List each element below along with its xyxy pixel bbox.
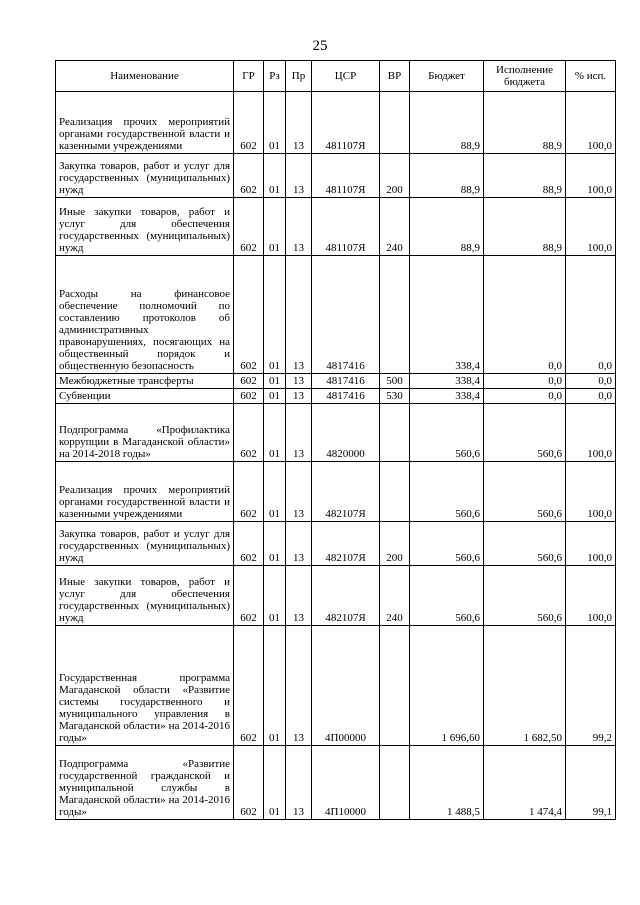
cell-vr (380, 404, 410, 462)
cell-rz: 01 (264, 522, 286, 566)
cell-budget: 88,9 (410, 154, 484, 198)
cell-csr: 4817416 (312, 256, 380, 374)
cell-name: Иные закупки товаров, работ и услуг для обеспечения государственных (муниципальных) нужд (56, 198, 234, 256)
cell-budget: 560,6 (410, 404, 484, 462)
table-row (56, 462, 616, 522)
cell-csr: 481107Я (312, 92, 380, 154)
cell-percent: 100,0 (566, 404, 616, 462)
cell-rz: 01 (264, 92, 286, 154)
cell-budget: 1 488,5 (410, 746, 484, 820)
header-budget: Бюджет (410, 61, 484, 92)
cell-percent: 100,0 (566, 154, 616, 198)
cell-pr: 13 (286, 462, 312, 522)
cell-name: Расходы на финансовое обеспечение полномочий по составлению протоколов об административных правонарушениях, посягающих на общественный порядок и общественную безопасность (56, 256, 234, 374)
cell-name: Закупка товаров, работ и услуг для государственных (муниципальных) нужд (56, 522, 234, 566)
cell-percent: 100,0 (566, 92, 616, 154)
cell-percent: 100,0 (566, 522, 616, 566)
cell-execution: 1 474,4 (484, 746, 566, 820)
cell-vr (380, 626, 410, 746)
page-number: 25 (312, 38, 328, 54)
cell-pr: 13 (286, 92, 312, 154)
cell-gr: 602 (234, 746, 264, 820)
cell-pr: 13 (286, 522, 312, 566)
cell-name: Подпрограмма «Развитие государственной гражданской и муниципальной службы в Магаданской области» на 2014-2016 годы» (56, 746, 234, 820)
cell-vr: 530 (380, 389, 410, 404)
cell-pr: 13 (286, 566, 312, 626)
cell-name: Подпрограмма «Профилактика коррупции в Магаданской области» на 2014-2018 годы» (56, 404, 234, 462)
cell-execution: 88,9 (484, 198, 566, 256)
table-row (56, 746, 616, 820)
cell-pr: 13 (286, 389, 312, 404)
cell-name: Межбюджетные трансферты (56, 374, 234, 389)
cell-percent: 0,0 (566, 389, 616, 404)
cell-gr: 602 (234, 256, 264, 374)
cell-vr (380, 256, 410, 374)
header-name: Наименование (56, 61, 234, 92)
cell-budget: 338,4 (410, 389, 484, 404)
header-percent: % исп. (566, 61, 616, 92)
cell-percent: 0,0 (566, 374, 616, 389)
cell-execution: 560,6 (484, 566, 566, 626)
table-row (56, 374, 616, 389)
cell-name: Реализация прочих мероприятий органами государственной власти и казенными учреждениями (56, 92, 234, 154)
cell-csr: 482107Я (312, 522, 380, 566)
cell-rz: 01 (264, 154, 286, 198)
header-csr: ЦСР (312, 61, 380, 92)
table-row (56, 154, 616, 198)
cell-rz: 01 (264, 256, 286, 374)
cell-name: Государственная программа Магаданской области «Развитие системы государственного и муниципального управления в Магаданской области» на 2014-2016 годы» (56, 626, 234, 746)
cell-vr (380, 746, 410, 820)
cell-name: Закупка товаров, работ и услуг для государственных (муниципальных) нужд (56, 154, 234, 198)
cell-vr: 200 (380, 522, 410, 566)
table-row (56, 256, 616, 374)
cell-gr: 602 (234, 154, 264, 198)
header-row (56, 61, 616, 92)
cell-rz: 01 (264, 374, 286, 389)
cell-pr: 13 (286, 154, 312, 198)
cell-gr: 602 (234, 566, 264, 626)
cell-gr: 602 (234, 374, 264, 389)
cell-execution: 560,6 (484, 404, 566, 462)
table-row (56, 566, 616, 626)
cell-vr: 500 (380, 374, 410, 389)
table-row (56, 389, 616, 404)
header-rz: Рз (264, 61, 286, 92)
cell-execution: 0,0 (484, 389, 566, 404)
cell-vr (380, 462, 410, 522)
cell-pr: 13 (286, 626, 312, 746)
cell-gr: 602 (234, 404, 264, 462)
cell-execution: 560,6 (484, 522, 566, 566)
cell-csr: 4П10000 (312, 746, 380, 820)
cell-rz: 01 (264, 462, 286, 522)
cell-budget: 88,9 (410, 198, 484, 256)
cell-csr: 481107Я (312, 198, 380, 256)
cell-name: Реализация прочих мероприятий органами государственной власти и казенными учреждениями (56, 462, 234, 522)
cell-rz: 01 (264, 404, 286, 462)
cell-csr: 4817416 (312, 374, 380, 389)
cell-percent: 0,0 (566, 256, 616, 374)
cell-budget: 338,4 (410, 256, 484, 374)
cell-budget: 560,6 (410, 522, 484, 566)
cell-name: Иные закупки товаров, работ и услуг для обеспечения государственных (муниципальных) нужд (56, 566, 234, 626)
cell-gr: 602 (234, 92, 264, 154)
cell-gr: 602 (234, 626, 264, 746)
cell-budget: 88,9 (410, 92, 484, 154)
cell-pr: 13 (286, 256, 312, 374)
cell-execution: 560,6 (484, 462, 566, 522)
cell-vr: 240 (380, 198, 410, 256)
cell-csr: 4П00000 (312, 626, 380, 746)
cell-budget: 338,4 (410, 374, 484, 389)
cell-vr: 240 (380, 566, 410, 626)
cell-rz: 01 (264, 566, 286, 626)
table-row (56, 92, 616, 154)
cell-pr: 13 (286, 198, 312, 256)
budget-table (55, 60, 616, 820)
table-row (56, 522, 616, 566)
cell-gr: 602 (234, 198, 264, 256)
cell-pr: 13 (286, 374, 312, 389)
cell-execution: 88,9 (484, 92, 566, 154)
cell-budget: 560,6 (410, 566, 484, 626)
cell-csr: 481107Я (312, 154, 380, 198)
cell-pr: 13 (286, 404, 312, 462)
cell-percent: 100,0 (566, 566, 616, 626)
cell-percent: 99,2 (566, 626, 616, 746)
cell-name: Субвенции (56, 389, 234, 404)
cell-vr: 200 (380, 154, 410, 198)
cell-csr: 482107Я (312, 462, 380, 522)
cell-gr: 602 (234, 522, 264, 566)
cell-gr: 602 (234, 389, 264, 404)
header-gr: ГР (234, 61, 264, 92)
cell-execution: 88,9 (484, 154, 566, 198)
cell-gr: 602 (234, 462, 264, 522)
table-row (56, 198, 616, 256)
header-pr: Пр (286, 61, 312, 92)
cell-pr: 13 (286, 746, 312, 820)
cell-budget: 1 696,60 (410, 626, 484, 746)
cell-rz: 01 (264, 746, 286, 820)
cell-csr: 4820000 (312, 404, 380, 462)
cell-budget: 560,6 (410, 462, 484, 522)
header-vr: ВР (380, 61, 410, 92)
cell-percent: 100,0 (566, 198, 616, 256)
cell-vr (380, 92, 410, 154)
cell-rz: 01 (264, 198, 286, 256)
cell-rz: 01 (264, 626, 286, 746)
cell-csr: 482107Я (312, 566, 380, 626)
cell-execution: 0,0 (484, 374, 566, 389)
cell-rz: 01 (264, 389, 286, 404)
cell-csr: 4817416 (312, 389, 380, 404)
table-row (56, 404, 616, 462)
cell-execution: 1 682,50 (484, 626, 566, 746)
cell-percent: 100,0 (566, 462, 616, 522)
header-execution: Исполнение бюджета (484, 61, 566, 92)
table-row (56, 626, 616, 746)
cell-execution: 0,0 (484, 256, 566, 374)
cell-percent: 99,1 (566, 746, 616, 820)
